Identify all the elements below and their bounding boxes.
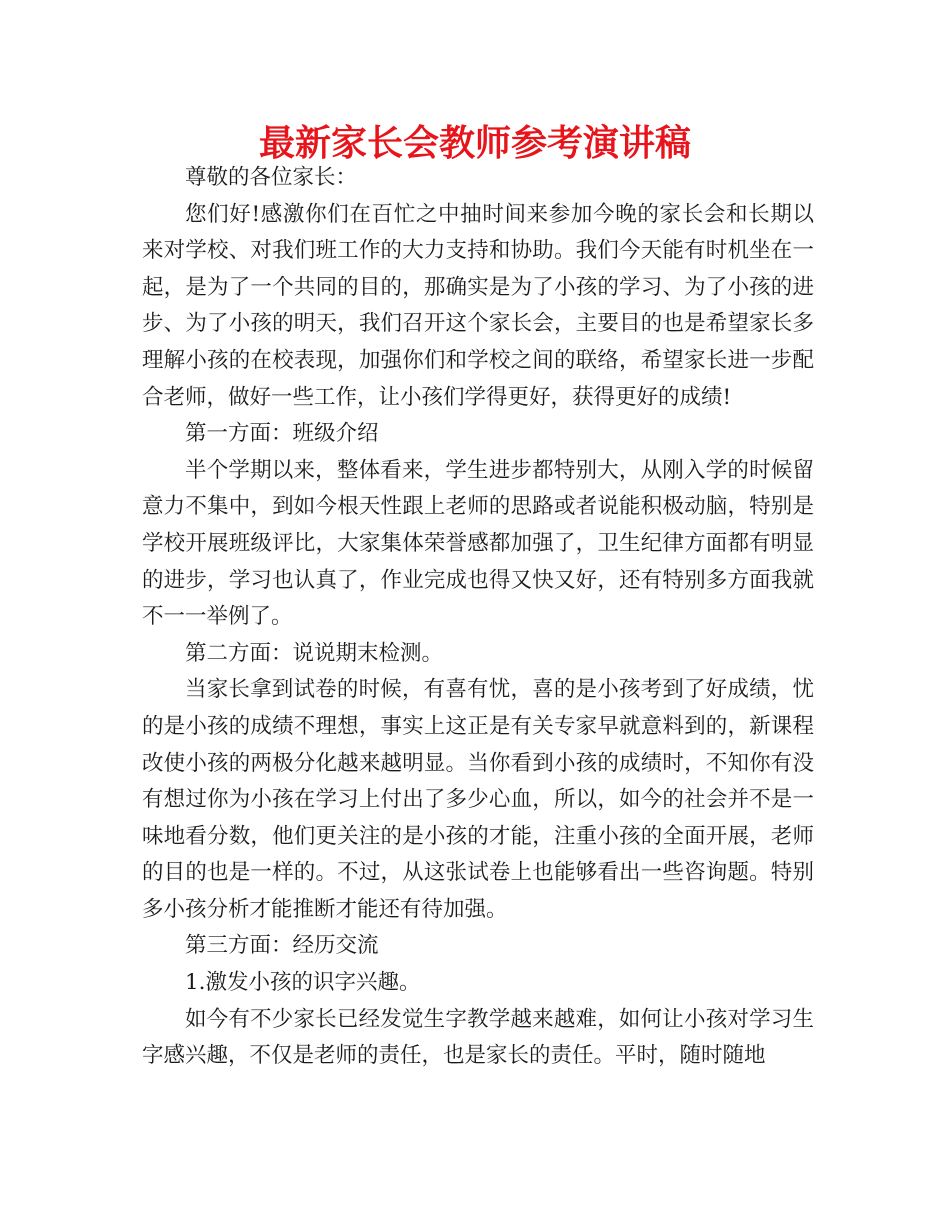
salutation-paragraph: 尊敬的各位家长： <box>185 165 358 190</box>
section-heading-2: 第二方面：说说期末检测。 <box>185 640 444 666</box>
section-heading-1: 第一方面：班级介绍 <box>185 421 379 447</box>
document-title: 最新家长会教师参考演讲稿 <box>258 123 691 164</box>
section-heading-3: 第三方面：经历交流 <box>185 933 379 959</box>
section-3-paragraph: 如今有不少家长已经发觉生字教学越来越难，如何让小孩对学习生字感兴趣，不仅是老师的责任，也是家长的责任。平时，随时随地 <box>142 1006 814 1069</box>
sub-heading-1: 1.激发小孩的识字兴趣。 <box>185 970 421 996</box>
section-2-paragraph: 当家长拿到试卷的时候，有喜有忧，喜的是小孩考到了好成绩，忧的是小孩的成绩不理想，事实上这正是有关专家早就意料到的，新课程改使小孩的两极分化越来越明显。当你看到小孩的成绩时，不知你有没有想过你为小孩在学习上付出了多少心血，所以，如今的社会并不是一味地看分数，他们更关注的是小孩的才能，注重小孩的全面开展，老师的目的也是一样的。不过，从这张试卷上也能够看出一些咨询题。特别多小孩分析才能推断才能还有待加强。 <box>142 677 814 922</box>
intro-paragraph: 您们好!感激你们在百忙之中抽时间来参加今晚的家长会和长期以来对学校、对我们班工作的大力支持和协助。我们今天能有时机坐在一起，是为了一个共同的目的，那确实是为了小孩的学习、为了小孩的进步、为了小孩的明天，我们召开这个家长会，主要目的也是希望家长多理解小孩的在校表现，加强你们和学校之间的联络，希望家长进一步配合老师，做好一些工作，让小孩们学得更好，获得更好的成绩! <box>142 201 814 410</box>
document-body <box>142 160 814 1075</box>
section-1-paragraph: 半个学期以来，整体看来，学生进步都特别大，从刚入学的时候留意力不集中，到如今根天性跟上老师的思路或者说能积极动脑，特别是学校开展班级评比，大家集体荣誉感都加强了，卫生纪律方面都有明显的进步，学习也认真了，作业完成也得又快又好，还有特别多方面我就不一一举例了。 <box>142 457 814 630</box>
